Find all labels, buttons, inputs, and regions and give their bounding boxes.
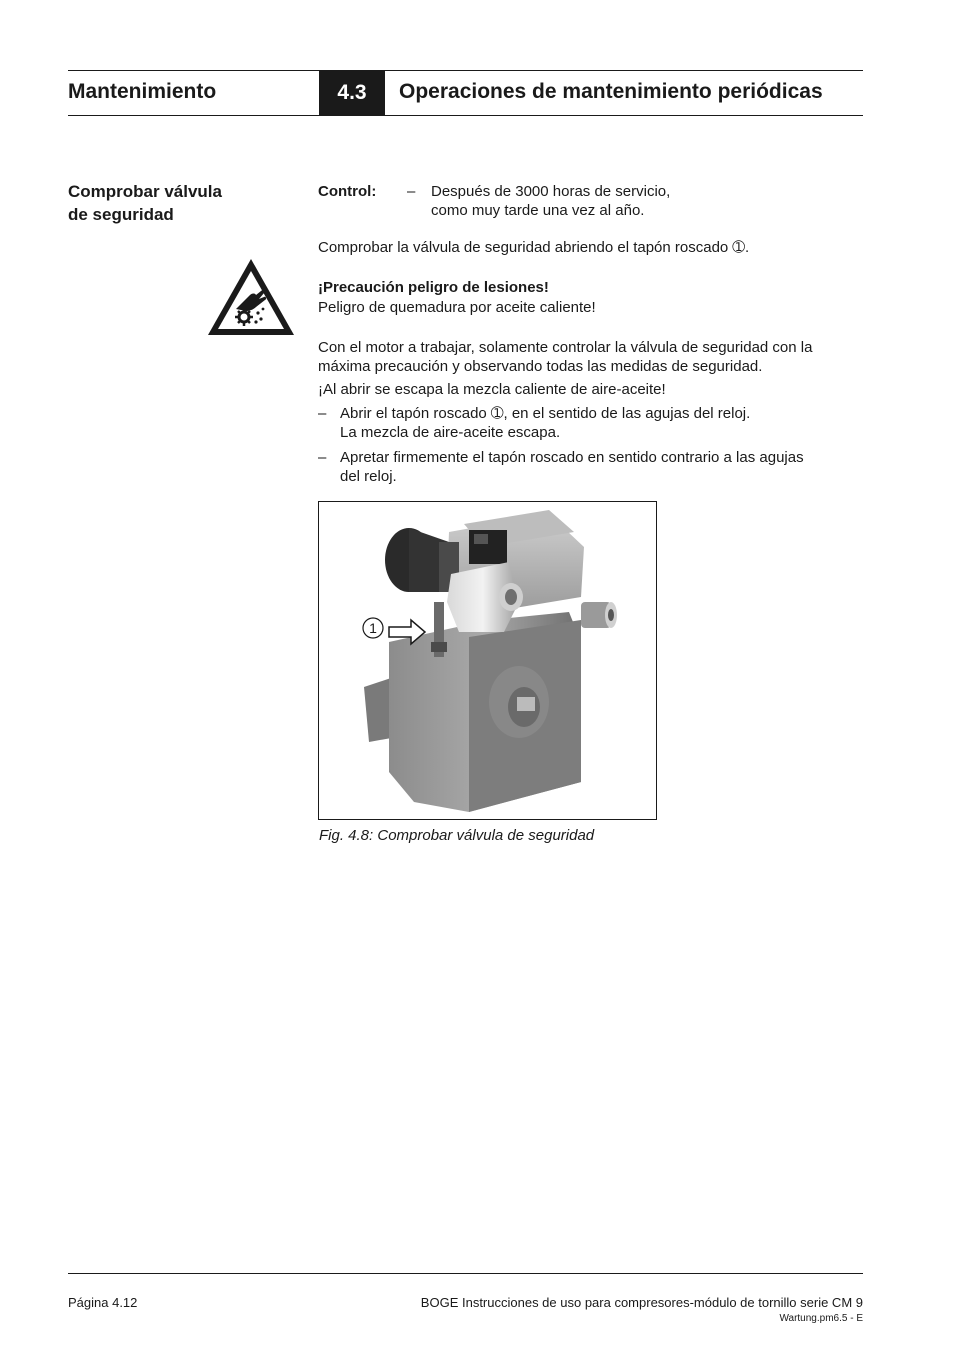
step-2-line1: Apretar firmemente el tapón roscado en sentido contrario a las agujas xyxy=(340,449,804,466)
body-p1-line1: Con el motor a trabajar, solamente controlar la válvula de seguridad con la xyxy=(318,339,813,356)
step-2-line2: del reloj. xyxy=(340,468,397,485)
file-reference: Wartung.pm6.5 - E xyxy=(779,1313,863,1324)
body-paragraph-1 xyxy=(318,338,812,376)
step-2-dash: – xyxy=(318,449,327,466)
figure-frame xyxy=(318,501,657,820)
header-bottom-rule xyxy=(68,115,863,116)
side-heading-line2: de seguridad xyxy=(68,205,174,224)
step-1 xyxy=(340,404,750,442)
control-line2: como muy tarde una vez al año. xyxy=(431,202,645,219)
compressor-photo xyxy=(319,502,656,819)
page-number: Página 4.12 xyxy=(68,1295,138,1310)
side-heading-line1: Comprobar válvula xyxy=(68,182,222,201)
body-paragraph-2: ¡Al abrir se escapa la mezcla caliente de aire-aceite! xyxy=(318,381,666,398)
figure-caption: Fig. 4.8: Comprobar válvula de seguridad xyxy=(319,827,595,844)
caution-title: ¡Precaución peligro de lesiones! xyxy=(318,279,549,296)
control-text xyxy=(431,182,670,220)
body-p1-line2: máxima precaución y observando todas las medidas de seguridad. xyxy=(318,358,763,375)
control-dash: – xyxy=(407,183,416,200)
callout-number: 1 xyxy=(369,620,377,636)
control-label: Control: xyxy=(318,183,377,200)
side-heading xyxy=(68,180,222,226)
document-title: BOGE Instrucciones de uso para compresores-módulo de tornillo serie CM 9 xyxy=(420,1295,863,1310)
step-1-dash: – xyxy=(318,405,327,422)
intro-text: Comprobar la válvula de seguridad abriendo el tapón roscado ➀. xyxy=(318,239,750,256)
section-number-badge xyxy=(319,71,385,115)
hot-surface-warning-icon xyxy=(206,257,296,337)
caution-text: Peligro de quemadura por aceite caliente! xyxy=(318,299,596,316)
step-2 xyxy=(340,448,804,486)
control-line1: Después de 3000 horas de servicio, xyxy=(431,183,671,200)
chapter-title: Mantenimiento xyxy=(68,80,217,103)
step-1-line2: La mezcla de aire-aceite escapa. xyxy=(340,424,561,441)
section-title: Operaciones de mantenimiento periódicas xyxy=(399,80,823,103)
step-1-line1: Abrir el tapón roscado ➀, en el sentido de las agujas del reloj. xyxy=(340,405,751,422)
section-number: 4.3 xyxy=(337,81,367,104)
header-top-rule xyxy=(68,70,863,71)
footer-rule xyxy=(68,1273,863,1274)
